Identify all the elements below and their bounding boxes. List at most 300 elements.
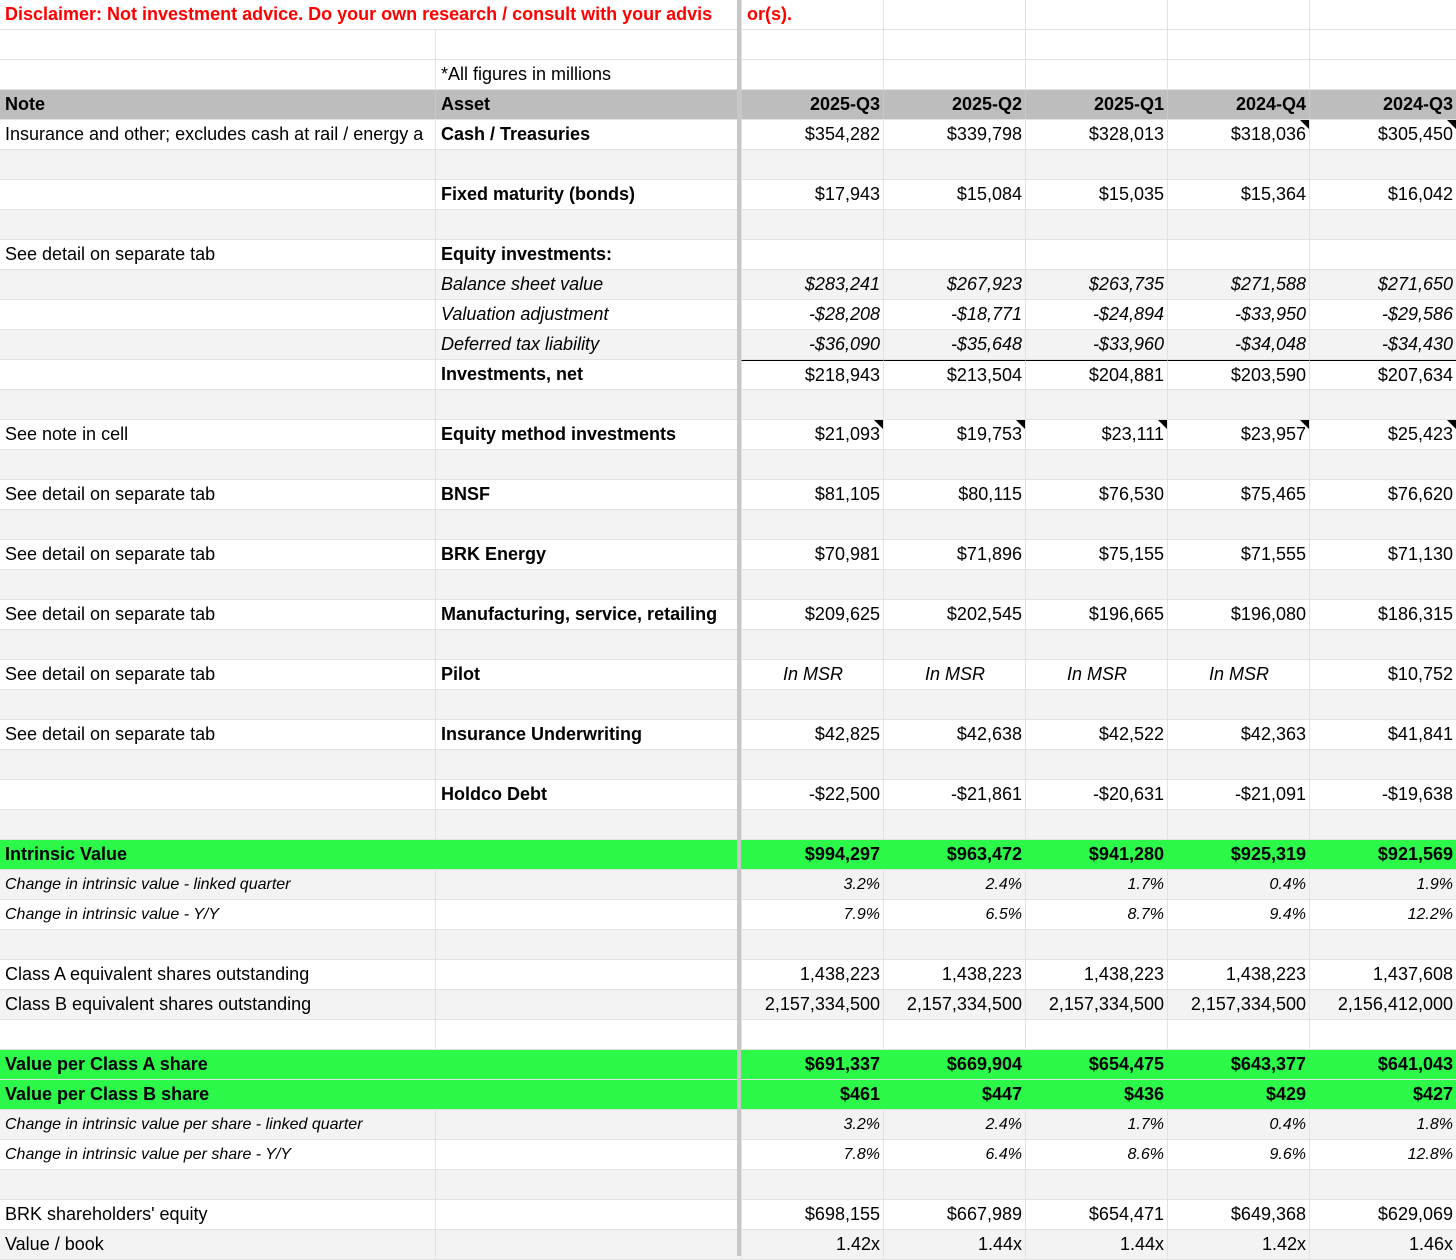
cell[interactable] (1025, 0, 1167, 29)
cell[interactable] (1025, 930, 1167, 959)
units-note-row (0, 60, 1456, 90)
cell[interactable] (883, 570, 1025, 599)
value-cell-with-comment[interactable]: $318,036 (1167, 120, 1309, 149)
label-cell[interactable]: BRK shareholders' equity (5, 1204, 208, 1224)
value-cell[interactable]: 1.42x (1167, 1230, 1309, 1259)
cell[interactable] (1167, 1020, 1309, 1049)
cell[interactable] (1309, 150, 1456, 179)
cell[interactable] (1025, 390, 1167, 419)
value-cell[interactable]: $42,638 (883, 720, 1025, 749)
value-cell[interactable]: $218,943 (741, 360, 883, 389)
asset-label-cell[interactable]: Fixed maturity (bonds) (435, 180, 737, 209)
value-cell[interactable]: 8.7% (1025, 900, 1167, 929)
value-cell[interactable]: 6.5% (883, 900, 1025, 929)
cell[interactable] (1025, 30, 1167, 59)
value-cell[interactable]: -$21,091 (1167, 780, 1309, 809)
value-cell[interactable]: 2,157,334,500 (883, 990, 1025, 1019)
value-cell[interactable]: -$34,048 (1167, 330, 1309, 359)
cell[interactable] (741, 1020, 883, 1049)
value-cell[interactable]: $80,115 (883, 480, 1025, 509)
cell[interactable] (435, 1230, 737, 1259)
cell[interactable] (435, 630, 737, 659)
value-cell[interactable]: 8.6% (1025, 1140, 1167, 1169)
cell[interactable] (883, 450, 1025, 479)
cell[interactable] (1167, 690, 1309, 719)
note-cell[interactable] (0, 180, 435, 209)
cell[interactable] (741, 210, 883, 239)
cell[interactable] (0, 1020, 435, 1049)
cell[interactable] (1025, 1020, 1167, 1049)
value-cell[interactable]: -$18,771 (883, 300, 1025, 329)
value-cell[interactable]: $667,989 (883, 1200, 1025, 1229)
value-cell[interactable]: -$28,208 (741, 300, 883, 329)
cell[interactable] (1025, 810, 1167, 839)
cell[interactable] (883, 150, 1025, 179)
value-cell[interactable]: $267,923 (883, 270, 1025, 299)
cell[interactable] (741, 630, 883, 659)
value-cell[interactable]: $263,735 (1025, 270, 1167, 299)
value-cell[interactable]: 1.44x (883, 1230, 1025, 1259)
cell[interactable] (1167, 510, 1309, 539)
header-asset-cell[interactable]: Asset (435, 90, 737, 119)
cell[interactable] (1167, 210, 1309, 239)
cell[interactable] (883, 390, 1025, 419)
cell[interactable] (0, 750, 435, 779)
total-value-cell[interactable]: $429 (1167, 1080, 1309, 1109)
value-cell[interactable]: 9.4% (1167, 900, 1309, 929)
cell[interactable] (0, 210, 435, 239)
cell[interactable] (1167, 810, 1309, 839)
value-cell[interactable]: $81,105 (741, 480, 883, 509)
value-cell[interactable]: 1.8% (1309, 1110, 1456, 1139)
cell[interactable] (435, 690, 737, 719)
cell[interactable] (435, 150, 737, 179)
cell[interactable] (435, 450, 737, 479)
cell[interactable] (0, 930, 435, 959)
note-cell[interactable]: See detail on separate tab (5, 544, 216, 564)
value-cell[interactable]: 1,438,223 (741, 960, 883, 989)
cell[interactable] (1025, 750, 1167, 779)
cell[interactable] (1309, 750, 1456, 779)
total-value-cell[interactable]: $925,319 (1167, 840, 1309, 869)
value-cell[interactable]: 2,157,334,500 (741, 990, 883, 1019)
value-cell[interactable]: $213,504 (883, 360, 1025, 389)
cell[interactable] (1167, 630, 1309, 659)
value-cell[interactable]: 1.42x (741, 1230, 883, 1259)
header-period-cell[interactable]: 2024-Q3 (1309, 90, 1456, 119)
value-cell[interactable]: -$20,631 (1025, 780, 1167, 809)
cell[interactable] (1167, 240, 1309, 269)
total-value-cell[interactable]: $641,043 (1309, 1050, 1456, 1079)
cell[interactable] (0, 390, 435, 419)
cell[interactable] (1309, 210, 1456, 239)
cell[interactable] (1309, 60, 1456, 89)
cell[interactable] (435, 840, 737, 869)
cell[interactable] (883, 1020, 1025, 1049)
cell[interactable] (1309, 390, 1456, 419)
value-cell[interactable]: $328,013 (1025, 120, 1167, 149)
cell[interactable] (0, 570, 435, 599)
value-cell[interactable]: 1.46x (1309, 1230, 1456, 1259)
cell[interactable] (741, 810, 883, 839)
value-cell[interactable]: 1.9% (1309, 870, 1456, 899)
note-cell[interactable] (0, 780, 435, 809)
label-cell[interactable]: Value / book (5, 1234, 104, 1254)
value-cell[interactable]: $186,315 (1309, 600, 1456, 629)
cell[interactable] (435, 390, 737, 419)
value-cell[interactable]: 7.9% (741, 900, 883, 929)
total-label-cell[interactable]: Value per Class A share (5, 1054, 208, 1074)
cell[interactable] (741, 510, 883, 539)
value-cell[interactable]: $207,634 (1309, 360, 1456, 389)
total-value-cell[interactable]: $436 (1025, 1080, 1167, 1109)
note-cell[interactable]: See detail on separate tab (5, 484, 216, 504)
value-cell[interactable]: 2.4% (883, 870, 1025, 899)
value-cell[interactable]: $42,825 (741, 720, 883, 749)
cell[interactable] (741, 930, 883, 959)
value-cell[interactable]: 9.6% (1167, 1140, 1309, 1169)
cell[interactable] (0, 690, 435, 719)
cell[interactable] (435, 210, 737, 239)
cell[interactable] (0, 810, 435, 839)
value-cell[interactable]: $15,084 (883, 180, 1025, 209)
value-cell[interactable]: 0.4% (1167, 1110, 1309, 1139)
cell[interactable] (435, 510, 737, 539)
cell[interactable] (1309, 1020, 1456, 1049)
cell[interactable] (435, 1200, 737, 1229)
value-cell[interactable]: $649,368 (1167, 1200, 1309, 1229)
header-period-cell[interactable]: 2025-Q2 (883, 90, 1025, 119)
disclaimer-tail-cell[interactable]: or(s). (741, 0, 883, 29)
value-cell[interactable]: 7.8% (741, 1140, 883, 1169)
asset-label-cell[interactable]: Equity investments: (435, 240, 737, 269)
value-cell[interactable]: $654,471 (1025, 1200, 1167, 1229)
value-cell[interactable]: $76,620 (1309, 480, 1456, 509)
cell[interactable] (435, 1140, 737, 1169)
value-cell-with-comment[interactable]: $25,423 (1309, 420, 1456, 449)
header-period-cell[interactable]: 2025-Q1 (1025, 90, 1167, 119)
cell[interactable] (883, 810, 1025, 839)
cell[interactable] (1309, 630, 1456, 659)
valuation-adjustment-row (0, 300, 1456, 330)
cell[interactable] (883, 1170, 1025, 1199)
cell[interactable] (1167, 60, 1309, 89)
value-cell[interactable]: $204,881 (1025, 360, 1167, 389)
cell[interactable] (1309, 30, 1456, 59)
value-cell[interactable]: 1.7% (1025, 1110, 1167, 1139)
header-note-cell[interactable]: Note (5, 94, 45, 114)
cell[interactable] (883, 750, 1025, 779)
value-cell[interactable]: -$33,960 (1025, 330, 1167, 359)
cell[interactable] (883, 690, 1025, 719)
value-cell[interactable]: In MSR (883, 660, 1025, 689)
total-label-cell[interactable]: Intrinsic Value (5, 844, 128, 864)
total-value-cell[interactable]: $447 (883, 1080, 1025, 1109)
cell[interactable] (741, 570, 883, 599)
cell[interactable] (883, 930, 1025, 959)
value-cell[interactable]: 1.44x (1025, 1230, 1167, 1259)
frozen-column-divider[interactable] (737, 0, 741, 1256)
cell[interactable] (0, 630, 435, 659)
header-period-cell[interactable]: 2024-Q4 (1167, 90, 1309, 119)
value-cell-with-comment[interactable]: $21,093 (741, 420, 883, 449)
value-cell[interactable]: 2.4% (883, 1110, 1025, 1139)
value-cell[interactable]: $71,896 (883, 540, 1025, 569)
cell[interactable] (435, 990, 737, 1019)
asset-label-cell[interactable]: Deferred tax liability (435, 330, 737, 359)
value-cell[interactable]: $196,080 (1167, 600, 1309, 629)
label-cell[interactable]: Class A equivalent shares outstanding (5, 964, 310, 984)
total-value-cell[interactable]: $941,280 (1025, 840, 1167, 869)
note-cell[interactable] (0, 360, 435, 389)
value-cell-with-comment[interactable]: $19,753 (883, 420, 1025, 449)
cell[interactable] (435, 1170, 737, 1199)
value-cell[interactable]: 1.7% (1025, 870, 1167, 899)
cell[interactable] (435, 960, 737, 989)
value-cell[interactable]: $41,841 (1309, 720, 1456, 749)
cell[interactable] (435, 1080, 737, 1109)
cell[interactable] (883, 240, 1025, 269)
cell[interactable] (0, 1170, 435, 1199)
cell[interactable] (1025, 60, 1167, 89)
asset-label-cell[interactable]: Valuation adjustment (435, 300, 737, 329)
cell[interactable] (1025, 690, 1167, 719)
value-cell[interactable]: $15,035 (1025, 180, 1167, 209)
total-value-cell[interactable]: $654,475 (1025, 1050, 1167, 1079)
value-cell[interactable]: $339,798 (883, 120, 1025, 149)
cell[interactable] (741, 690, 883, 719)
value-cell[interactable]: 0.4% (1167, 870, 1309, 899)
cell[interactable] (741, 390, 883, 419)
cell[interactable] (1025, 150, 1167, 179)
units-note-cell[interactable]: *All figures in millions (435, 60, 737, 89)
value-cell[interactable]: -$35,648 (883, 330, 1025, 359)
cell[interactable] (1167, 150, 1309, 179)
asset-label-cell[interactable]: Cash / Treasuries (435, 120, 737, 149)
note-cell[interactable] (0, 270, 435, 299)
value-cell[interactable]: 1,437,608 (1309, 960, 1456, 989)
label-cell[interactable]: Change in intrinsic value - Y/Y (5, 906, 220, 923)
value-cell-with-comment[interactable]: $23,111 (1025, 420, 1167, 449)
asset-label-cell[interactable]: Balance sheet value (435, 270, 737, 299)
value-cell[interactable]: In MSR (741, 660, 883, 689)
cell[interactable] (883, 0, 1025, 29)
note-cell[interactable]: See note in cell (5, 424, 129, 444)
cell[interactable] (1167, 450, 1309, 479)
value-cell[interactable]: 12.2% (1309, 900, 1456, 929)
value-cell[interactable]: $76,530 (1025, 480, 1167, 509)
value-cell[interactable]: 1,438,223 (883, 960, 1025, 989)
empty-row (0, 390, 1456, 420)
note-cell[interactable]: See detail on separate tab (5, 664, 216, 684)
cell[interactable] (1025, 570, 1167, 599)
cell[interactable] (1309, 450, 1456, 479)
value-cell[interactable]: 2,156,412,000 (1309, 990, 1456, 1019)
iv-change-yy-row (0, 900, 1456, 930)
value-cell[interactable]: $354,282 (741, 120, 883, 149)
cell[interactable] (435, 1110, 737, 1139)
value-cell-with-comment[interactable]: $23,957 (1167, 420, 1309, 449)
value-cell[interactable]: $10,752 (1309, 660, 1456, 689)
cell[interactable] (0, 150, 435, 179)
asset-label-cell[interactable]: Manufacturing, service, retailing (435, 600, 737, 629)
value-cell[interactable]: -$22,500 (741, 780, 883, 809)
value-cell[interactable]: $202,545 (883, 600, 1025, 629)
note-cell[interactable]: See detail on separate tab (5, 724, 216, 744)
cell[interactable] (883, 60, 1025, 89)
cell[interactable] (435, 1020, 737, 1049)
total-value-cell[interactable]: $963,472 (883, 840, 1025, 869)
value-cell[interactable]: $698,155 (741, 1200, 883, 1229)
cell[interactable] (1167, 0, 1309, 29)
value-cell[interactable]: $42,522 (1025, 720, 1167, 749)
asset-label-cell[interactable]: Insurance Underwriting (435, 720, 737, 749)
value-cell[interactable]: $629,069 (1309, 1200, 1456, 1229)
cell[interactable] (435, 810, 737, 839)
value-cell[interactable]: In MSR (1167, 660, 1309, 689)
value-cell[interactable]: $75,465 (1167, 480, 1309, 509)
cell[interactable] (741, 60, 883, 89)
cell[interactable] (1309, 240, 1456, 269)
cell[interactable] (0, 510, 435, 539)
total-value-cell[interactable]: $427 (1309, 1080, 1456, 1109)
value-cell[interactable]: $209,625 (741, 600, 883, 629)
class-a-shares-row (0, 960, 1456, 990)
value-cell[interactable]: -$19,638 (1309, 780, 1456, 809)
value-cell[interactable]: $271,650 (1309, 270, 1456, 299)
cell[interactable] (435, 930, 737, 959)
cell[interactable] (435, 30, 737, 59)
cell[interactable] (1025, 630, 1167, 659)
total-value-cell[interactable]: $921,569 (1309, 840, 1456, 869)
value-cell[interactable]: $71,130 (1309, 540, 1456, 569)
cell[interactable] (1025, 510, 1167, 539)
empty-row (0, 1170, 1456, 1200)
cell[interactable] (741, 240, 883, 269)
cell[interactable] (1167, 750, 1309, 779)
value-cell[interactable]: $271,588 (1167, 270, 1309, 299)
cell[interactable] (435, 570, 737, 599)
cell[interactable] (0, 30, 435, 59)
asset-label-cell[interactable]: Investments, net (435, 360, 737, 389)
total-label-cell[interactable]: Value per Class B share (5, 1084, 210, 1104)
asset-label-cell[interactable]: Equity method investments (435, 420, 737, 449)
cell[interactable] (1309, 510, 1456, 539)
total-value-cell[interactable]: $643,377 (1167, 1050, 1309, 1079)
asset-label-cell[interactable]: BNSF (435, 480, 737, 509)
cell[interactable] (1025, 210, 1167, 239)
value-cell[interactable]: $15,364 (1167, 180, 1309, 209)
cell[interactable] (1309, 1170, 1456, 1199)
asset-label-cell[interactable]: BRK Energy (435, 540, 737, 569)
cell[interactable] (0, 60, 435, 89)
cell[interactable] (1309, 930, 1456, 959)
value-cell-with-comment[interactable]: $305,450 (1309, 120, 1456, 149)
cell[interactable] (1167, 570, 1309, 599)
value-cell[interactable]: $203,590 (1167, 360, 1309, 389)
cell[interactable] (883, 510, 1025, 539)
value-cell[interactable]: $71,555 (1167, 540, 1309, 569)
value-cell[interactable]: -$34,430 (1309, 330, 1456, 359)
label-cell[interactable]: Class B equivalent shares outstanding (5, 994, 312, 1014)
header-period-cell[interactable]: 2025-Q3 (741, 90, 883, 119)
total-value-cell[interactable]: $691,337 (741, 1050, 883, 1079)
value-cell[interactable]: $75,155 (1025, 540, 1167, 569)
value-cell[interactable]: In MSR (1025, 660, 1167, 689)
note-cell[interactable] (0, 330, 435, 359)
value-cell[interactable]: $196,665 (1025, 600, 1167, 629)
value-cell[interactable]: 3.2% (741, 1110, 883, 1139)
total-value-cell[interactable]: $669,904 (883, 1050, 1025, 1079)
value-cell[interactable]: $283,241 (741, 270, 883, 299)
cell[interactable] (1309, 570, 1456, 599)
cell[interactable] (883, 210, 1025, 239)
cell[interactable] (741, 150, 883, 179)
value-cell[interactable]: 3.2% (741, 870, 883, 899)
cell[interactable] (1025, 240, 1167, 269)
label-cell[interactable]: Change in intrinsic value - linked quarter (5, 876, 291, 893)
disclaimer-cell[interactable] (0, 0, 713, 29)
note-cell[interactable] (0, 300, 435, 329)
cell[interactable] (1167, 390, 1309, 419)
note-cell[interactable]: See detail on separate tab (5, 244, 216, 264)
cell[interactable] (0, 450, 435, 479)
value-cell[interactable]: 12.8% (1309, 1140, 1456, 1169)
value-cell[interactable]: -$36,090 (741, 330, 883, 359)
cell[interactable] (1309, 0, 1456, 29)
cell[interactable] (1167, 930, 1309, 959)
value-cell[interactable]: $70,981 (741, 540, 883, 569)
label-cell[interactable]: Change in intrinsic value per share - Y/Y (5, 1146, 292, 1163)
cell[interactable] (1309, 690, 1456, 719)
value-cell[interactable]: $16,042 (1309, 180, 1456, 209)
asset-label-cell[interactable]: Holdco Debt (435, 780, 737, 809)
cell[interactable] (741, 450, 883, 479)
value-cell[interactable]: 1,438,223 (1025, 960, 1167, 989)
cell[interactable] (1025, 1170, 1167, 1199)
note-cell[interactable]: Insurance and other; excludes cash at rail / energy a (5, 124, 424, 144)
value-cell[interactable]: -$29,586 (1309, 300, 1456, 329)
cell[interactable] (1309, 810, 1456, 839)
cell[interactable] (741, 30, 883, 59)
total-value-cell[interactable]: $461 (741, 1080, 883, 1109)
value-cell[interactable]: -$33,950 (1167, 300, 1309, 329)
cell[interactable] (435, 870, 737, 899)
cell[interactable] (1025, 450, 1167, 479)
cell[interactable] (741, 1170, 883, 1199)
note-cell[interactable]: See detail on separate tab (5, 604, 216, 624)
value-cell[interactable]: 2,157,334,500 (1167, 990, 1309, 1019)
cell[interactable] (883, 630, 1025, 659)
asset-label-cell[interactable]: Pilot (435, 660, 737, 689)
label-cell[interactable]: Change in intrinsic value per share - linked quarter (5, 1116, 363, 1133)
cell[interactable] (1167, 30, 1309, 59)
value-cell[interactable]: $42,363 (1167, 720, 1309, 749)
value-cell[interactable]: -$21,861 (883, 780, 1025, 809)
total-value-cell[interactable]: $994,297 (741, 840, 883, 869)
cell[interactable] (883, 30, 1025, 59)
value-cell[interactable]: $17,943 (741, 180, 883, 209)
cell[interactable] (1167, 1170, 1309, 1199)
cell[interactable] (435, 750, 737, 779)
value-cell[interactable]: 2,157,334,500 (1025, 990, 1167, 1019)
value-cell[interactable]: 6.4% (883, 1140, 1025, 1169)
cell[interactable] (435, 900, 737, 929)
value-cell[interactable]: 1,438,223 (1167, 960, 1309, 989)
cell[interactable] (435, 1050, 737, 1079)
cell[interactable] (741, 750, 883, 779)
value-cell[interactable]: -$24,894 (1025, 300, 1167, 329)
